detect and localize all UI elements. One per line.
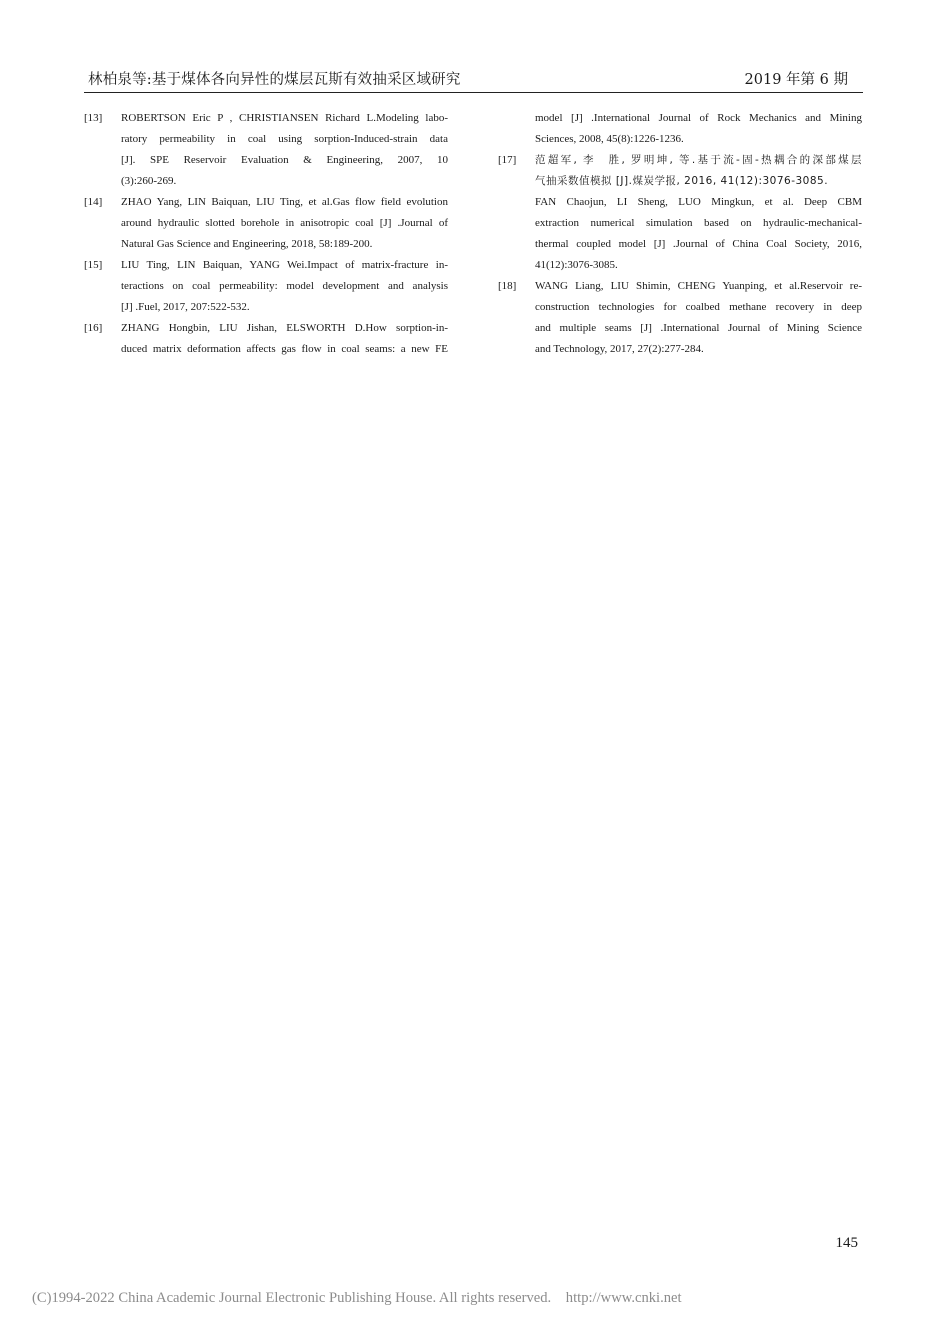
reference-line: 41(12):3076-3085.	[535, 259, 618, 271]
reference-text	[535, 276, 862, 360]
reference-line: ROBERTSON Eric P , CHRISTIANSEN Richard L.Modeling labo-	[121, 112, 448, 124]
reference-text	[121, 255, 448, 318]
reference-14	[84, 192, 448, 255]
reference-line: around hydraulic slotted borehole in anisotropic coal [J] .Journal of	[121, 217, 448, 229]
reference-text	[121, 318, 448, 360]
reference-line: Natural Gas Science and Engineering, 2018, 58:189-200.	[121, 238, 373, 250]
reference-17	[498, 150, 862, 276]
reference-line: ZHAO Yang, LIN Baiquan, LIU Ting, et al.Gas flow field evolution	[121, 196, 448, 208]
reference-line: [J] .Fuel, 2017, 207:522-532.	[121, 301, 250, 313]
reference-line: and multiple seams [J] .International Journal of Mining Science	[535, 322, 862, 334]
running-header-title: 林柏泉等:基于煤体各向异性的煤层瓦斯有效抽采区域研究	[88, 72, 461, 88]
reference-line: ratory permeability in coal using sorption-Induced-strain data	[121, 133, 448, 145]
reference-line: construction technologies for coalbed methane recovery in deep	[535, 301, 862, 313]
reference-text	[121, 108, 448, 192]
reference-16	[84, 318, 448, 360]
reference-line: (3):260-269.	[121, 175, 177, 187]
references-left-column	[84, 108, 448, 360]
reference-number: [18]	[498, 280, 517, 292]
reference-line: Sciences, 2008, 45(8):1226-1236.	[535, 133, 684, 145]
reference-15	[84, 255, 448, 318]
reference-number: [13]	[84, 112, 103, 124]
reference-line-chinese: 范超军, 李 胜, 罗明坤, 等.基于流-固-热耦合的深部煤层	[535, 154, 862, 166]
reference-line: ZHANG Hongbin, LIU Jishan, ELSWORTH D.How sorption-in-	[121, 322, 448, 334]
reference-line: model [J] .International Journal of Rock Mechanics and Mining	[535, 112, 862, 124]
running-header-issue: 2019 年第 6 期	[744, 72, 848, 88]
reference-line: WANG Liang, LIU Shimin, CHENG Yuanping, et al.Reservoir re-	[535, 280, 862, 292]
reference-line: FAN Chaojun, LI Sheng, LUO Mingkun, et al. Deep CBM	[535, 196, 862, 208]
reference-number	[498, 108, 535, 150]
reference-number: [17]	[498, 154, 517, 166]
reference-line: thermal coupled model [J] .Journal of China Coal Society, 2016,	[535, 238, 862, 250]
reference-line: extraction numerical simulation based on hydraulic-mechanical-	[535, 217, 862, 229]
reference-line: duced matrix deformation affects gas flow in coal seams: a new FE	[121, 343, 448, 355]
reference-number: [15]	[84, 259, 103, 271]
reference-13	[84, 108, 448, 192]
reference-text	[535, 150, 862, 276]
reference-text	[121, 192, 448, 255]
header-rule	[84, 92, 863, 93]
reference-number: [14]	[84, 196, 103, 208]
page-number: 145	[835, 1235, 858, 1251]
references-right-column	[498, 108, 862, 360]
copyright-notice: (C)1994-2022 China Academic Journal Electronic Publishing House. All rights reserved. http://www.cnki.net	[32, 1290, 682, 1306]
reference-line-chinese: 气抽采数值模拟 [J].煤炭学报, 2016, 41(12):3076-3085.	[535, 175, 829, 187]
reference-number: [16]	[84, 322, 103, 334]
reference-line: [J]. SPE Reservoir Evaluation & Engineering, 2007, 10	[121, 154, 448, 166]
reference-16-continued	[498, 108, 862, 150]
reference-line: and Technology, 2017, 27(2):277-284.	[535, 343, 704, 355]
reference-line: LIU Ting, LIN Baiquan, YANG Wei.Impact of matrix-fracture in-	[121, 259, 448, 271]
reference-line: teractions on coal permeability: model development and analysis	[121, 280, 448, 292]
reference-text	[535, 108, 862, 150]
reference-18	[498, 276, 862, 360]
